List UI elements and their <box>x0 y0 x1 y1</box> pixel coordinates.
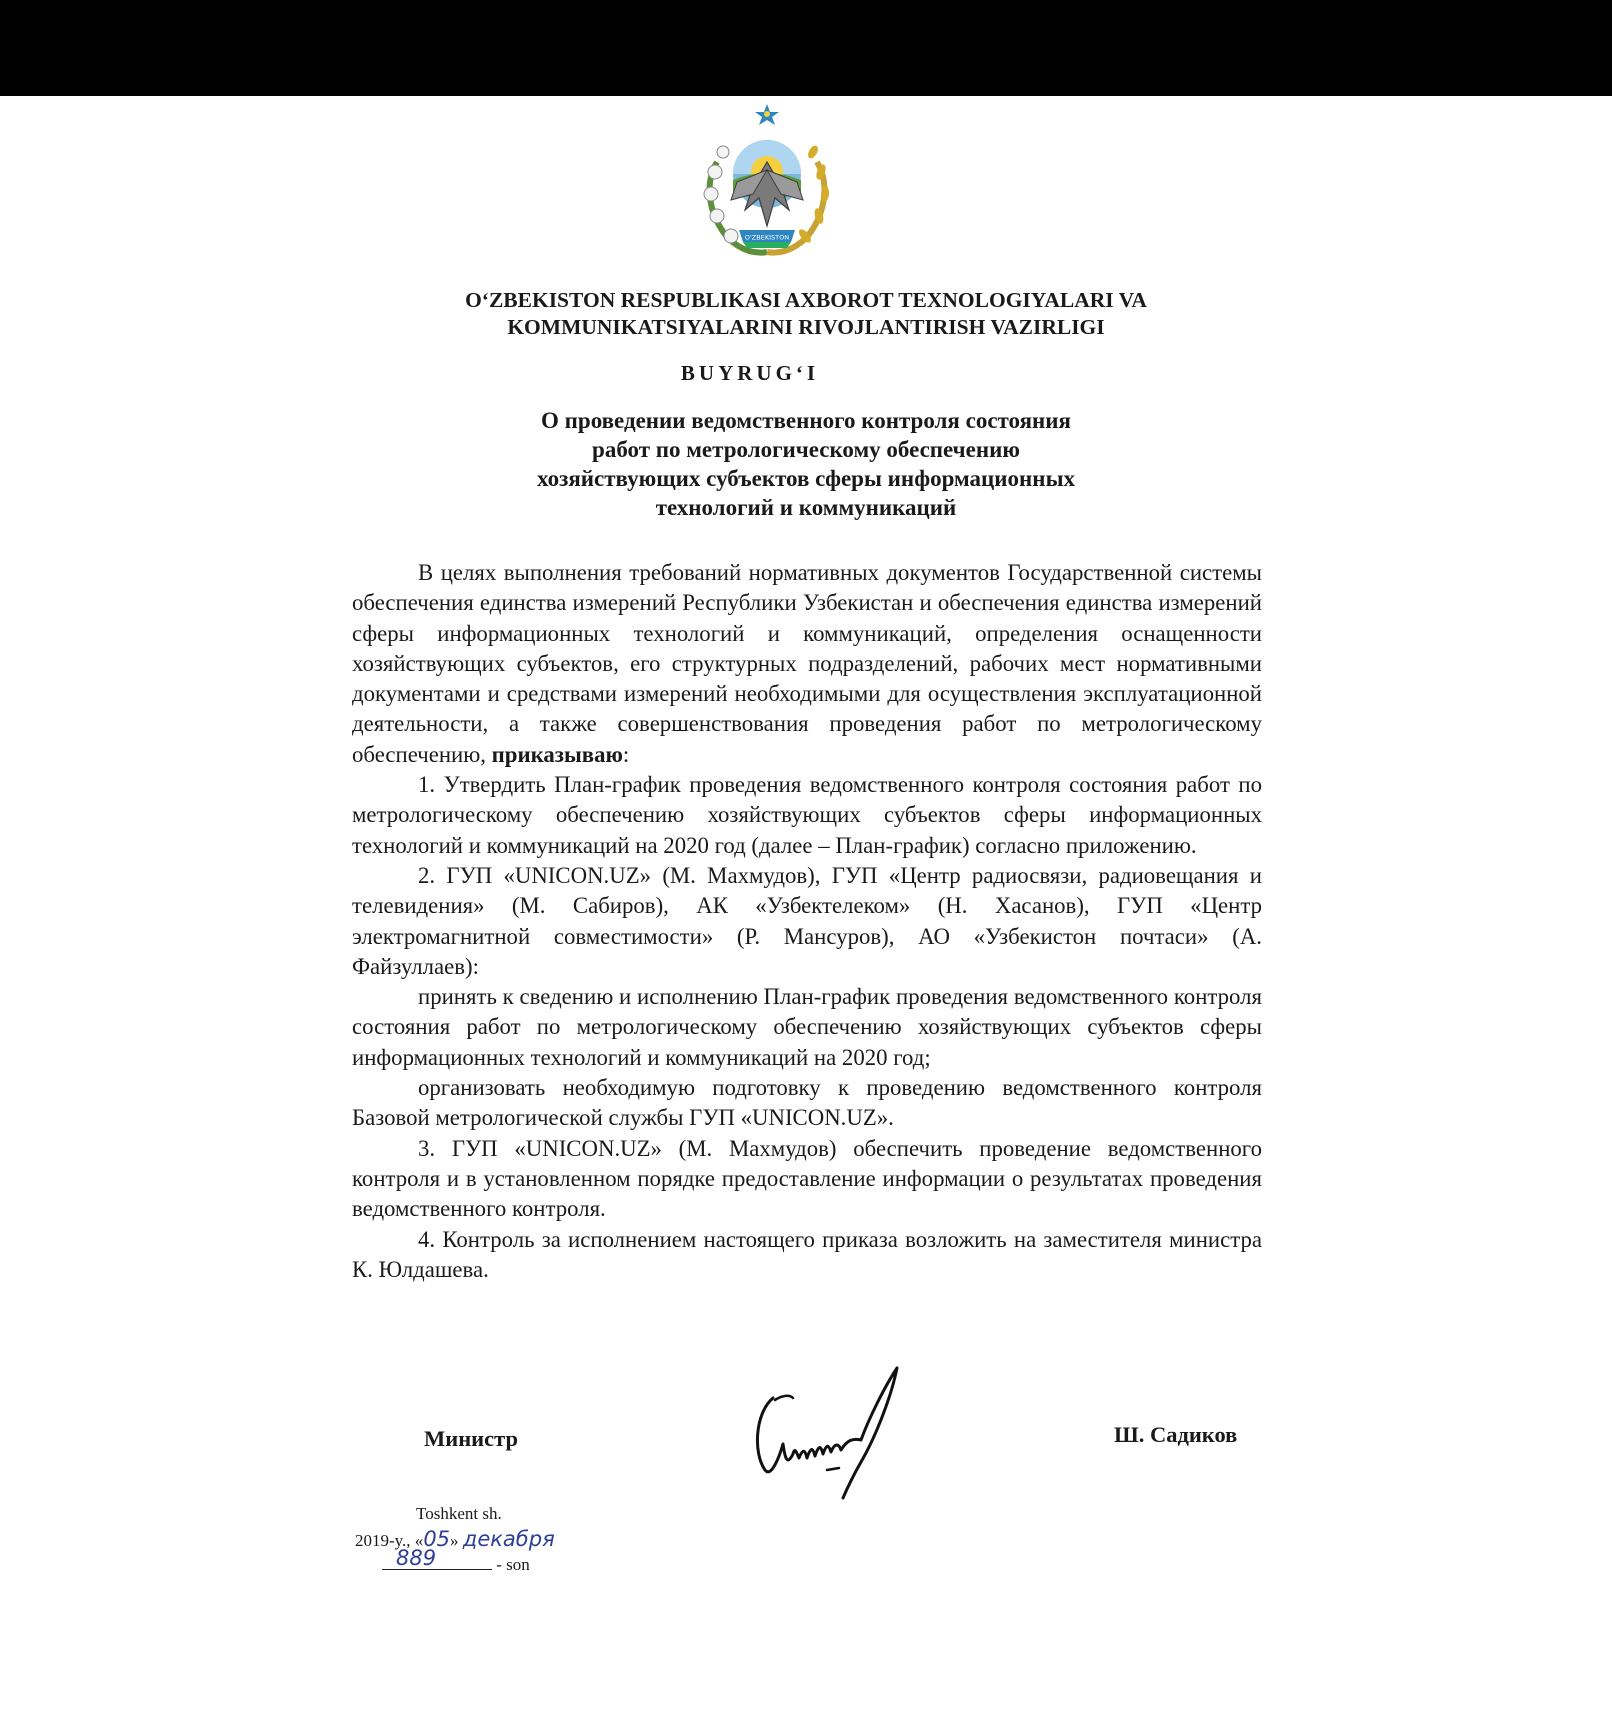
item-4: 4. Контроль за исполнением настоящего приказа возложить на заместителя министра К. Юлдашева. <box>352 1226 1262 1282</box>
place-of-issue: Toshkent sh. <box>416 1504 502 1523</box>
date-mid: » <box>450 1531 463 1550</box>
signatory-position: Министр <box>424 1426 518 1451</box>
order-title-line-1: О проведении ведомственного контроля состояния <box>541 408 1071 433</box>
issue-date <box>355 1527 555 1551</box>
document-page <box>0 96 1612 1727</box>
order-number-underline <box>382 1546 492 1570</box>
preamble-paragraph <box>352 558 1262 770</box>
preamble-text: В целях выполнения требований нормативных документов Государственной системы обеспечения единства измерений Республики Узбекистан и обеспечения единства измерений сферы информационных технологий и коммуникаций, определения оснащенности хозяйствующих субъектов, его структурных подразделений, рабочих мест нормативными документами и средствами измерений необходимыми для осуществления эксплуатационной деятельности, а также совершенствования проведения работ по метрологическому обеспечению, <box>352 560 1262 767</box>
item-3: 3. ГУП «UNICON.UZ» (М. Махмудов) обеспечить проведение ведомственного контроля и в установленном порядке предоставление информации о результатах проведения ведомственного контроля. <box>352 1135 1262 1222</box>
order-number-suffix: - son <box>492 1555 530 1574</box>
order-number-handwritten: 889 <box>396 1546 437 1570</box>
date-prefix: 2019-y., « <box>355 1531 424 1550</box>
ministry-name-line-1: O‘ZBEKISTON RESPUBLIKASI AXBOROT TEXNOLOGIYALARI VA <box>465 288 1147 312</box>
order-title-line-2: работ по метрологическому обеспечению <box>592 437 1020 462</box>
item-1: 1. Утвердить План-график проведения ведомственного контроля состояния работ по метрологическому обеспечению хозяйствующих субъектов сферы информационных технологий и коммуникаций на 2020 год (далее – План-график) согласно приложению. <box>352 772 1262 858</box>
item-2-sub-a: принять к сведению и исполнению План-график проведения ведомственного контроля состояния работ по метрологическому обеспечению хозяйствующих субъектов сферы информационных технологий и коммуникаций на 2020 год; <box>352 984 1262 1070</box>
order-title-line-4: технологий и коммуникаций <box>655 495 957 520</box>
order-title-line-3: хозяйствующих субъектов сферы информационных <box>536 466 1076 491</box>
order-number <box>382 1546 530 1575</box>
signature-icon <box>735 1358 935 1508</box>
document-type-heading: BUYRUG‘I <box>680 361 820 385</box>
date-day-handwritten: 05 <box>423 1527 451 1551</box>
date-month-handwritten: декабря <box>462 1527 555 1551</box>
top-black-bar <box>0 0 1612 96</box>
emblem-ribbon-text: O'ZBEKISTON <box>744 233 790 242</box>
signatory-name: Ш. Садиков <box>1114 1422 1238 1447</box>
order-body <box>352 558 1262 1285</box>
ministry-name-line-2: KOMMUNIKATSIYALARINI RIVOJLANTIRISH VAZIRLIGI <box>507 315 1105 339</box>
item-2: 2. ГУП «UNICON.UZ» (М. Махмудов), ГУП «Центр радиосвязи, радиовещания и телевидения» (М. Сабиров), АК «Узбектелеком» (Н. Хасанов), ГУП «Центр электромагнитной совместимости» (Р. Мансуров), АО «Узбекистон почтаси» (А. Файзуллаев): <box>352 862 1262 979</box>
state-emblem-icon <box>687 102 847 262</box>
item-2-sub-b: организовать необходимую подготовку к проведению ведомственного контроля Базовой метрологической службы ГУП «UNICON.UZ». <box>352 1075 1262 1131</box>
preamble-end: : <box>622 741 630 767</box>
preamble-bold-verb: приказываю <box>491 741 623 767</box>
